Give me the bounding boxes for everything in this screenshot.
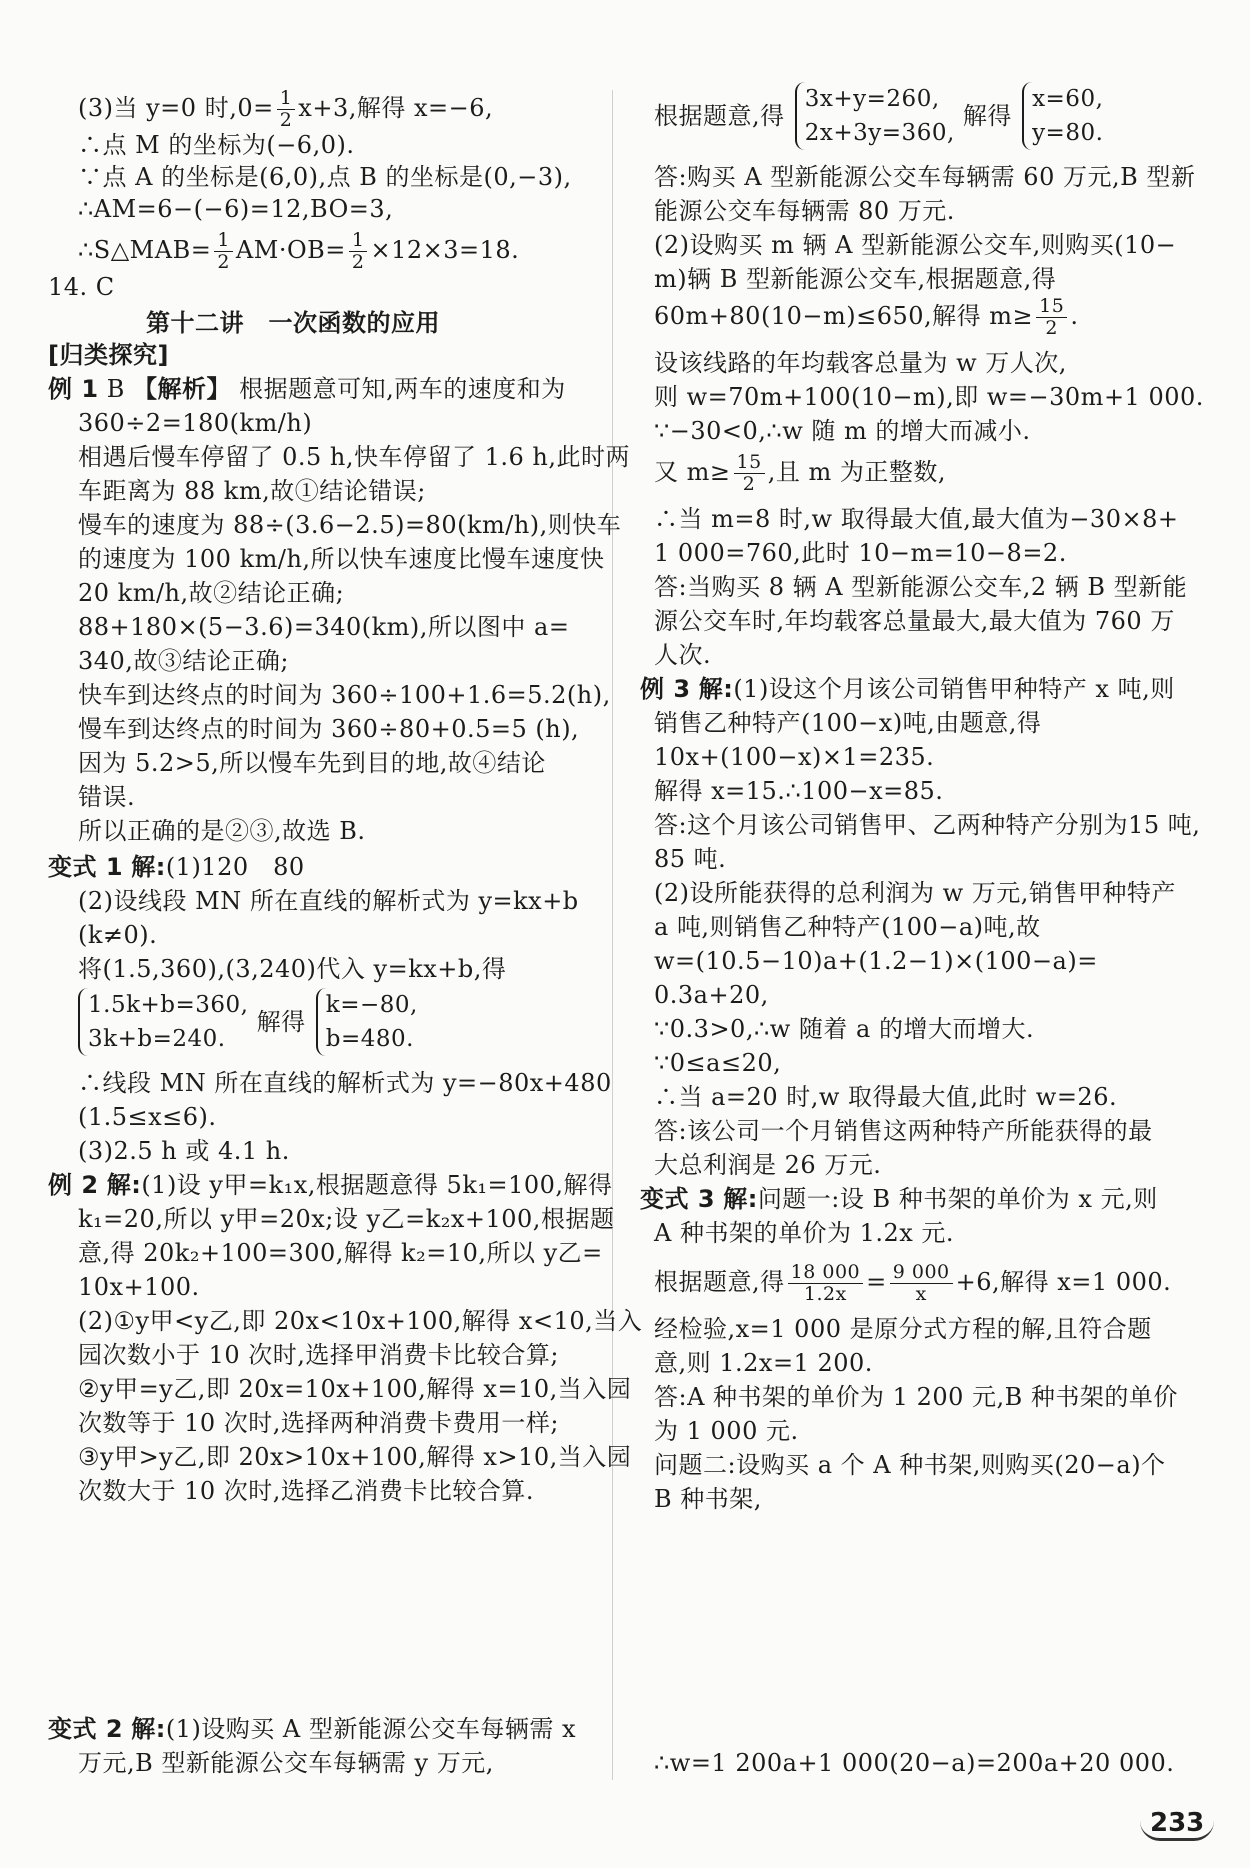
text: 根据题意,得 [654,102,785,130]
line: (2)设所能获得的总利润为 w 万元,销售甲种特产 [654,879,1176,907]
equation: 3k+b=240. [88,1026,226,1052]
text: (1)设购买 A 型新能源公交车每辆需 x [165,1715,577,1743]
text: (3)当 y=0 时,0= [78,94,274,122]
variant-label: 变式 1 [48,853,124,881]
text: 根据题意可知,两车的速度和为 [239,375,566,403]
line: 大总利润是 26 万元. [654,1151,882,1179]
page-number: 233 [1140,1808,1214,1841]
text: 又 m≥ [654,458,731,486]
equation: x=60, [1032,86,1104,112]
line: 答:这个月该公司销售甲、乙两种特产分别为15 吨, [654,811,1201,839]
line: 将(1.5,360),(3,240)代入 y=kx+b,得 [78,955,507,983]
line: w=(10.5−10)a+(1.2−1)×(100−a)= [654,947,1098,975]
analysis-label: 【解析】 [132,375,231,403]
line: ∵0.3>0,∴w 随着 a 的增大而增大. [654,1015,1035,1043]
line: 则 w=70m+100(10−m),即 w=−30m+1 000. [654,383,1204,411]
text: B [106,375,125,403]
line: B 种书架, [654,1485,762,1513]
line: 20 km/h,故②结论正确; [78,579,345,607]
fraction [890,1262,953,1305]
line [640,1182,1158,1216]
section-title: 第十二讲 一次函数的应用 [146,309,440,337]
denominator: 2 [351,251,365,273]
line: 340,故③结论正确; [78,647,290,675]
text: +6,解得 x=1 000. [955,1268,1172,1296]
brace-system [316,988,418,1056]
line: ∵0≤a≤20, [654,1049,782,1077]
line: a 吨,则销售乙种特产(100−a)吨,故 [654,913,1041,941]
line: 意,则 1.2x=1 200. [654,1349,873,1377]
column-divider [612,90,613,1780]
brace-system [78,988,249,1056]
line: 85 吨. [654,845,727,873]
line: 答:当购买 8 辆 A 型新能源公交车,2 辆 B 型新能 [654,573,1188,601]
line: 88+180×(5−3.6)=340(km),所以图中 a= [78,613,570,641]
line: A 种书架的单价为 1.2x 元. [654,1219,955,1247]
denominator: 2 [279,109,293,131]
line: 1 000=760,此时 10−m=10−8=2. [654,539,1067,567]
line: ∴当 a=20 时,w 取得最大值,此时 w=26. [654,1083,1118,1111]
text: 问题一:设 B 种书架的单价为 x 元,则 [757,1185,1158,1213]
line: 答:购买 A 型新能源公交车每辆需 60 万元,B 型新 [654,163,1196,191]
fraction [734,452,765,495]
text: = [866,1268,887,1296]
text: (1)设 y甲=k₁x,根据题意得 5k₁=100,解得 [141,1171,613,1199]
line: 所以正确的是②③,故选 B. [78,817,366,845]
denominator: 2 [1045,317,1059,339]
line: 车距离为 88 km,故①结论错误; [78,477,426,505]
text: 根据题意,得 [654,1268,785,1296]
fraction [788,1262,863,1305]
solution-label: 解: [698,675,734,703]
line [48,372,566,406]
variant-label: 变式 2 [48,1715,124,1743]
equation: 3x+y=260, [804,86,940,112]
line: m)辆 B 型新能源公交车,根据题意,得 [654,265,1057,293]
line: (2)设线段 MN 所在直线的解析式为 y=kx+b [78,887,579,915]
solution-label: 解: [131,853,166,881]
text: 60m+80(10−m)≤650,解得 m≥ [654,302,1034,330]
line [48,1168,613,1202]
text: 解得 [962,102,1012,130]
line: (3)2.5 h 或 4.1 h. [78,1137,290,1165]
denominator: 1.2x [803,1283,847,1305]
equation: 1.5k+b=360, [88,992,249,1018]
line [78,230,519,273]
equation-system [654,82,1103,150]
line [654,296,1078,339]
line [654,452,946,495]
line: 销售乙种特产(100−x)吨,由题意,得 [654,709,1042,737]
numerator: 18 000 [788,1262,863,1284]
line: 慢车的速度为 88÷(3.6−2.5)=80(km/h),则快车 [78,511,622,539]
equation-system [76,988,418,1056]
example-label: 例 2 [48,1171,99,1199]
line: 相遇后慢车停留了 0.5 h,快车停留了 1.6 h,此时两 [78,443,631,471]
line: 问题二:设购买 a 个 A 种书架,则购买(20−a)个 [654,1451,1166,1479]
line: 经检验,x=1 000 是原分式方程的解,且符合题 [654,1315,1152,1343]
numerator: 1 [214,230,233,252]
line: 的速度为 100 km/h,所以快车速度比慢车速度快 [78,545,605,573]
numerator: 1 [277,88,296,110]
line: ②y甲=y乙,即 20x=10x+100,解得 x=10,当入园 [78,1375,632,1403]
equation: 2x+3y=360, [804,120,955,146]
line: 意,得 20k₂+100=300,解得 k₂=10,所以 y乙= [78,1239,603,1267]
numerator: 15 [1036,296,1067,318]
solution-label: 解: [723,1185,758,1213]
variant-label: 变式 3 [640,1185,716,1213]
line [654,1262,1171,1305]
line: 快车到达终点的时间为 360÷100+1.6=5.2(h), [78,681,611,709]
example-label: 例 1 [48,375,99,403]
text: ×12×3=18. [370,236,520,264]
text: ,且 m 为正整数, [767,458,946,486]
line: (2)①y甲<y乙,即 20x<10x+100,解得 x<10,当入 [78,1307,643,1335]
line: ∴当 m=8 时,w 取得最大值,最大值为−30×8+ [654,505,1179,533]
section-label: [归类探究] [48,341,169,369]
line: 10x+100. [78,1273,200,1301]
example-label: 例 3 [640,675,691,703]
line: ∴w=1 200a+1 000(20−a)=200a+20 000. [654,1749,1175,1777]
line: ∴AM=6−(−6)=12,BO=3, [78,195,394,223]
line [78,88,493,131]
text: x+3,解得 x=−6, [298,94,494,122]
line: 万元,B 型新能源公交车每辆需 y 万元, [78,1749,494,1777]
equation: k=−80, [325,992,418,1018]
line: 14. C [48,273,115,301]
fraction [277,88,296,131]
text: (1)设这个月该公司销售甲种特产 x 吨,则 [733,675,1175,703]
line: 10x+(100−x)×1=235. [654,743,935,771]
text: (1)120 80 [165,853,305,881]
line: 解得 x=15.∴100−x=85. [654,777,944,805]
denominator: 2 [742,473,756,495]
fraction [214,230,233,273]
line: 慢车到达终点的时间为 360÷80+0.5=5 (h), [78,715,580,743]
line: (2)设购买 m 辆 A 型新能源公交车,则购买(10− [654,231,1177,259]
line: ③y甲>y乙,即 20x>10x+100,解得 x>10,当入园 [78,1443,632,1471]
denominator: 2 [217,251,230,273]
line: 答:A 种书架的单价为 1 200 元,B 种书架的单价 [654,1383,1178,1411]
fraction [1036,296,1067,339]
line: 能源公交车每辆需 80 万元. [654,197,955,225]
line: (1.5≤x≤6). [78,1103,217,1131]
line: 为 1 000 元. [654,1417,799,1445]
line: 次数等于 10 次时,选择两种消费卡费用一样; [78,1409,560,1437]
solution-label: 解: [131,1715,166,1743]
equation: b=480. [325,1026,414,1052]
line: ∵−30<0,∴w 随 m 的增大而减小. [654,417,1031,445]
line: ∵点 A 的坐标是(6,0),点 B 的坐标是(0,−3), [78,163,572,191]
line: 设该线路的年均载客总量为 w 万人次, [654,349,1067,377]
line: 源公交车时,年均载客总量最大,最大值为 760 万 [654,607,1175,635]
line: ∴点 M 的坐标为(−6,0). [78,131,355,159]
numerator: 15 [734,452,765,474]
line: k₁=20,所以 y甲=20x;设 y乙=k₂x+100,根据题 [78,1205,615,1233]
equation: y=80. [1032,120,1104,146]
line: 次数大于 10 次时,选择乙消费卡比较合算. [78,1477,535,1505]
brace-system [1022,82,1103,150]
line [48,850,305,884]
text: AM·OB= [235,236,346,264]
solution-label: 解: [106,1171,142,1199]
denominator: x [915,1283,927,1305]
line: 答:该公司一个月销售这两种特产所能获得的最 [654,1117,1153,1145]
text: 解得 [256,1008,306,1036]
line: 人次. [654,641,712,669]
line [640,672,1175,706]
numerator: 9 000 [890,1262,953,1284]
line: (k≠0). [78,921,158,949]
line [48,1712,576,1746]
numerator: 1 [349,230,368,252]
line: 因为 5.2>5,所以慢车先到目的地,故④结论 [78,749,546,777]
text: ∴S△MAB= [78,236,212,264]
text: . [1070,302,1079,330]
line: 360÷2=180(km/h) [78,409,313,437]
line: ∴线段 MN 所在直线的解析式为 y=−80x+480 [78,1069,612,1097]
line: 园次数小于 10 次时,选择甲消费卡比较合算; [78,1341,560,1369]
fraction [349,230,368,273]
brace-system [795,82,955,150]
line: 0.3a+20, [654,981,769,1009]
line: 错误. [78,783,136,811]
